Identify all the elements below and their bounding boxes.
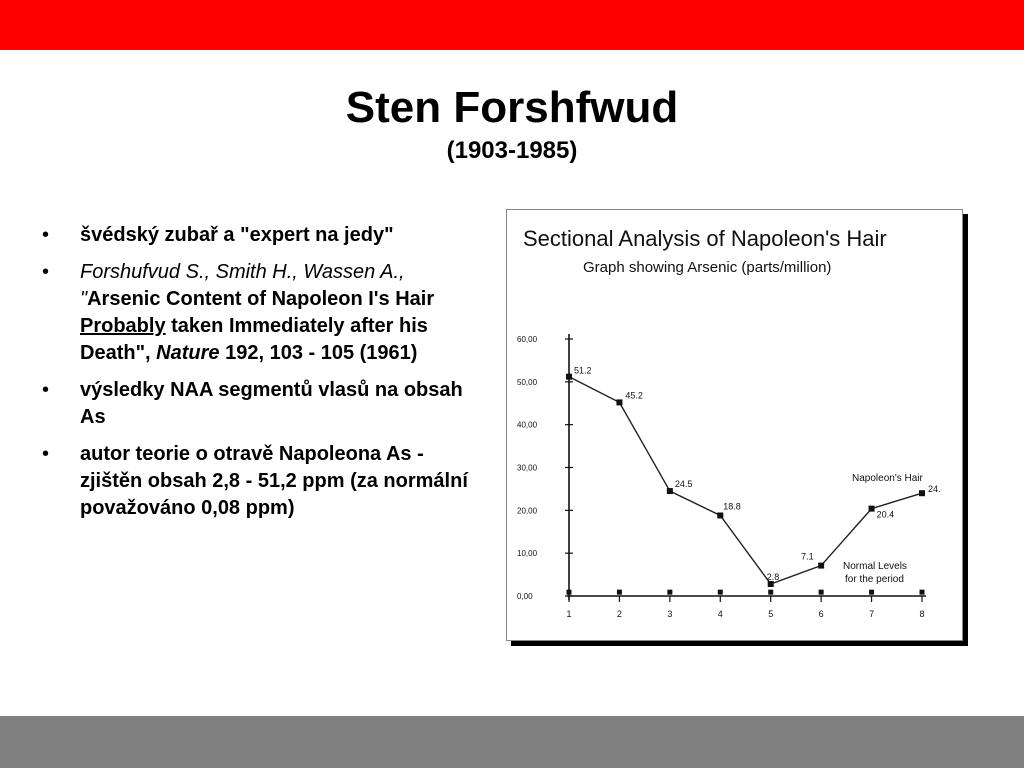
napoleon-hair-point: [717, 512, 723, 518]
bullet-item-1: [40, 222, 480, 249]
normal-level-point: [768, 590, 773, 595]
normal-level-point: [819, 590, 824, 595]
y-tick-label: 30,00: [517, 463, 538, 473]
bullet-item-2: [40, 259, 480, 367]
data-label: 51.2: [574, 365, 592, 376]
citation-title-a: Arsenic Content of Napoleon I's Hair: [87, 288, 435, 310]
normal-level-point: [869, 590, 874, 595]
citation-title-underlined: Probably: [80, 315, 166, 337]
top-red-bar: [0, 0, 1024, 50]
y-tick-label: 20,00: [517, 506, 538, 516]
napoleon-hair-point: [566, 374, 572, 380]
data-label: 24.: [928, 484, 941, 495]
napoleon-hair-point: [919, 490, 925, 496]
bullet-dot: •: [42, 261, 50, 283]
annotation-napoleon: Napoleon's Hair: [852, 473, 923, 484]
annotation-normal-1: Normal Levels: [843, 561, 907, 572]
y-tick-label: 40,00: [517, 420, 538, 430]
normal-level-point: [920, 590, 925, 595]
napoleon-hair-point: [869, 506, 875, 512]
x-tick-label: 6: [818, 609, 824, 619]
bullet-text: výsledky NAA segmentů vlasů na obsah As: [80, 379, 463, 428]
bullet-text: autor teorie o otravě Napoleona As - zjištěn obsah 2,8 - 51,2 ppm (za normální považováno 0,08 ppm): [80, 443, 468, 519]
normal-level-point: [567, 590, 572, 595]
bullet-dot: •: [42, 224, 50, 246]
data-label: 45.2: [625, 390, 643, 401]
x-tick-label: 1: [566, 609, 572, 619]
napoleon-hair-point: [616, 399, 622, 405]
bullet-dot: •: [42, 443, 50, 465]
bullet-item-3: [40, 377, 480, 431]
y-tick-label: 10,00: [517, 549, 538, 559]
citation-reference: 192, 103 - 105 (1961): [219, 342, 418, 364]
slide-title: Sten Forshfwud: [345, 83, 679, 132]
napoleon-hair-chart: [506, 209, 963, 641]
bullet-item-4: [40, 441, 480, 522]
normal-level-point: [667, 590, 672, 595]
x-tick-label: 5: [768, 609, 774, 619]
chart-svg: [507, 210, 962, 640]
x-tick-label: 7: [869, 609, 875, 619]
y-tick-label: 0,00: [517, 592, 533, 601]
annotation-normal-2: for the period: [845, 574, 904, 585]
x-tick-label: 4: [717, 609, 723, 619]
bullet-list: [40, 222, 480, 532]
bottom-gray-bar: [0, 716, 1024, 768]
napoleon-hair-point: [818, 563, 824, 569]
chart-title: Sectional Analysis of Napoleon's Hair: [523, 226, 887, 251]
citation-authors: Forshufvud S., Smith H., Wassen A., ": [80, 261, 405, 310]
data-label: 24.5: [674, 479, 693, 490]
slide-subtitle: (1903-1985): [446, 137, 578, 164]
x-tick-label: 2: [616, 609, 622, 619]
normal-level-point: [718, 590, 723, 595]
citation-title-b: taken Immediately after his Death",: [80, 315, 428, 364]
data-label: 2.8: [766, 572, 780, 583]
y-tick-label: 60,00: [517, 335, 538, 344]
y-tick-label: 50,00: [517, 377, 538, 387]
napoleon-hair-point: [667, 488, 673, 494]
data-label: 7.1: [801, 551, 814, 562]
x-tick-label: 3: [667, 609, 673, 619]
x-tick-label: 8: [919, 609, 925, 619]
data-label: 18.8: [723, 501, 741, 512]
normal-level-point: [617, 590, 622, 595]
citation-journal: Nature: [156, 342, 220, 364]
bullet-dot: •: [42, 379, 50, 401]
data-label: 20.4: [876, 509, 895, 520]
bullet-text: švédský zubař a "expert na jedy": [80, 224, 394, 246]
chart-subtitle: Graph showing Arsenic (parts/million): [583, 259, 832, 276]
